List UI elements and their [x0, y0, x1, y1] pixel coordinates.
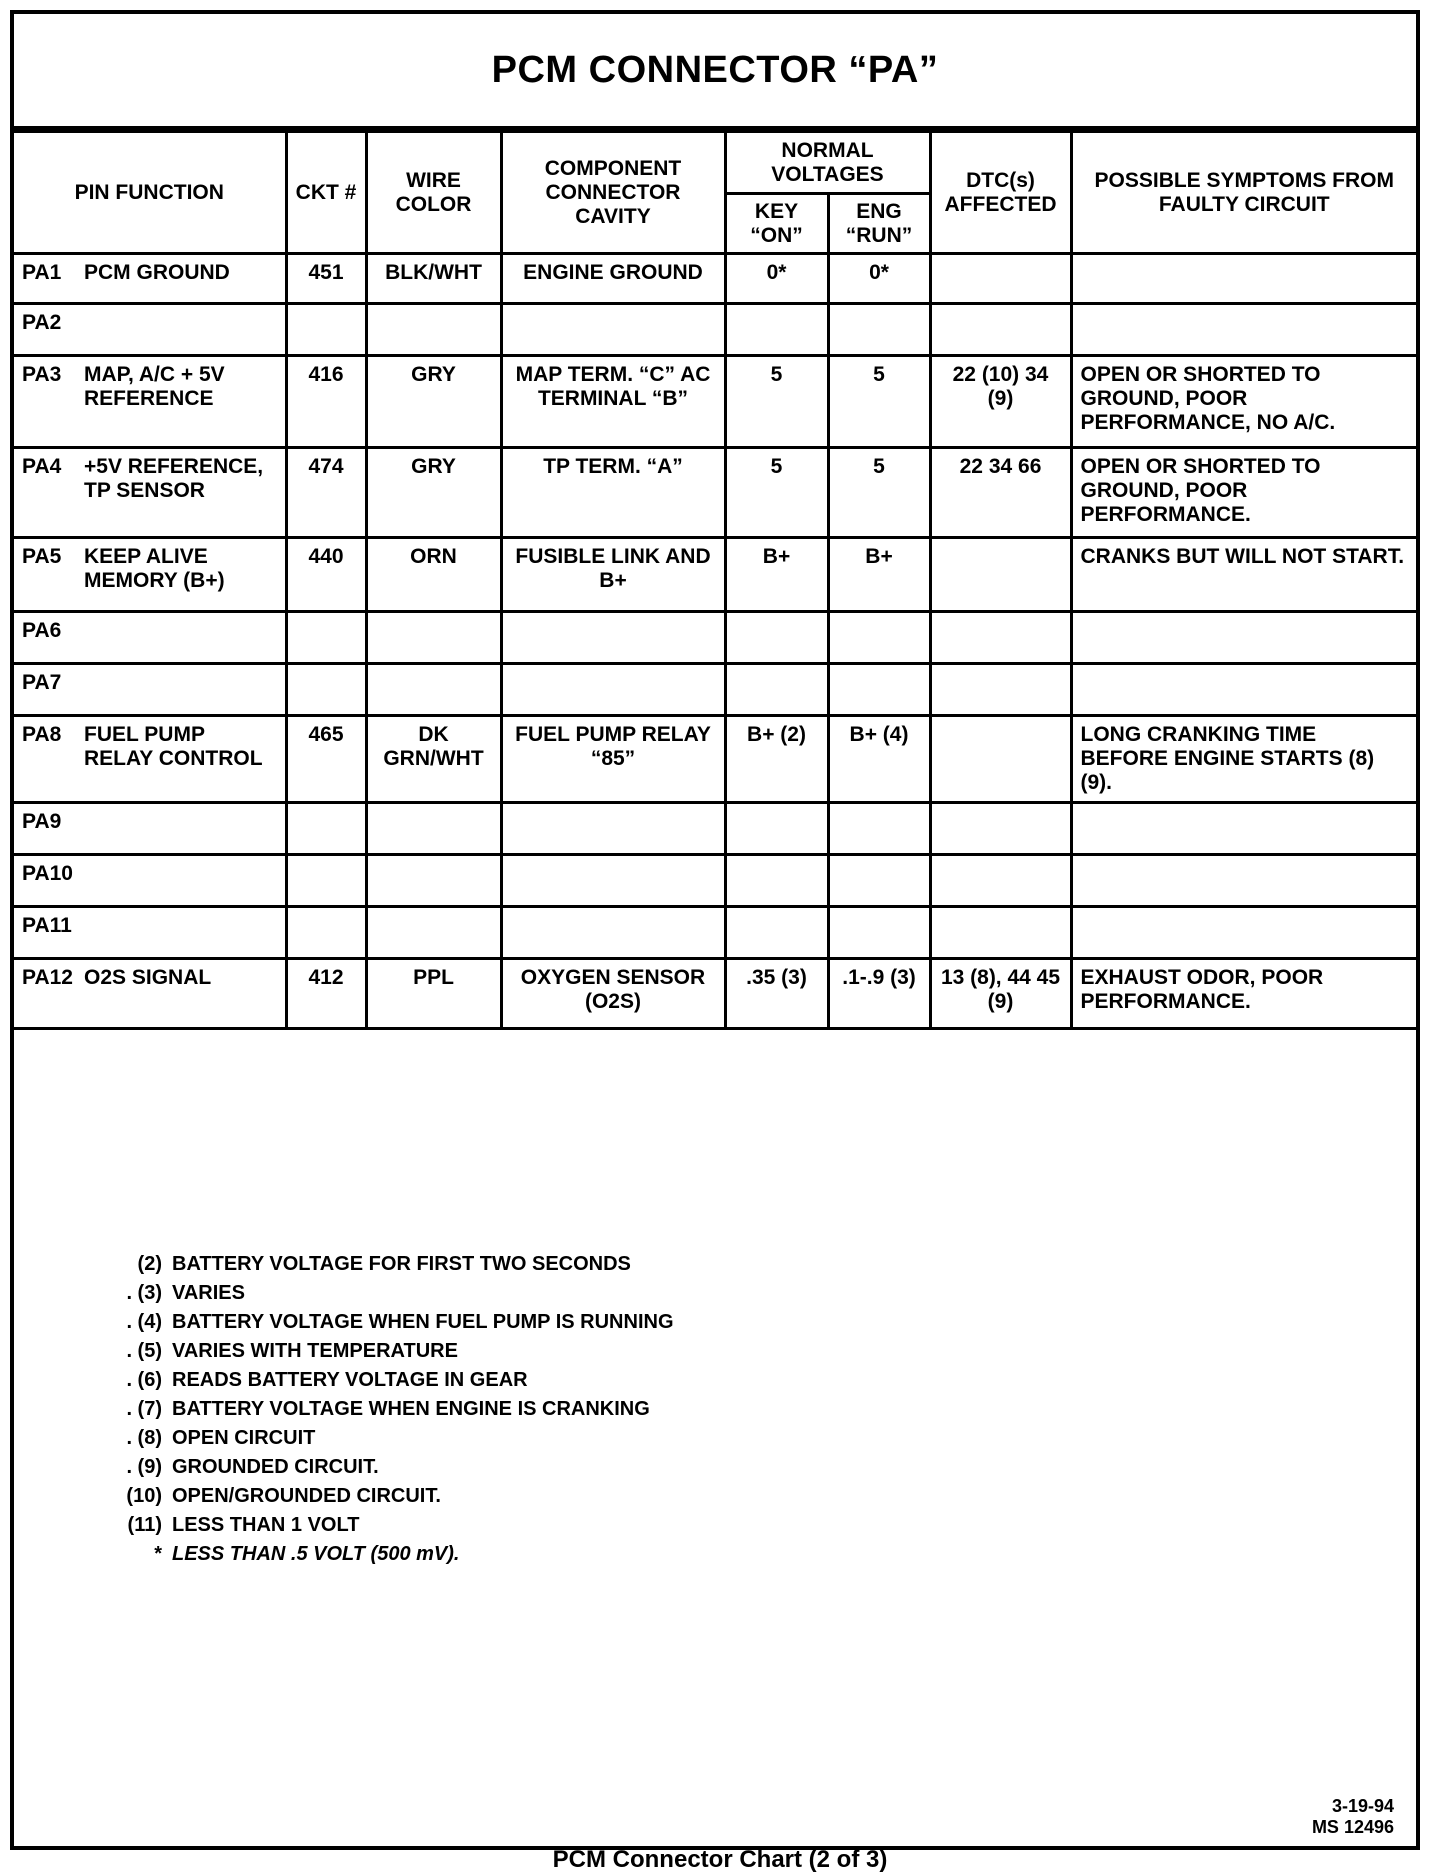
table-row	[14, 254, 1416, 304]
eng-run-voltage: B+ (4)	[828, 716, 930, 803]
key-on-voltage	[725, 907, 828, 959]
ckt-number: 474	[286, 448, 366, 538]
header-component-cavity: COMPONENT CONNECTOR CAVITY	[501, 132, 725, 254]
pin-id: PA4	[22, 455, 62, 478]
key-on-voltage	[725, 855, 828, 907]
key-on-voltage	[725, 803, 828, 855]
table-row	[14, 716, 1416, 803]
dtc-affected: 22 (10) 34 (9)	[930, 356, 1071, 448]
header-dtc-affected: DTC(s) AFFECTED	[930, 132, 1071, 254]
possible-symptoms	[1071, 254, 1416, 304]
possible-symptoms	[1071, 907, 1416, 959]
wire-color	[366, 664, 501, 716]
component-cavity: OXYGEN SENSOR (O2S)	[501, 959, 725, 1029]
key-on-voltage: 5	[725, 448, 828, 538]
footnote-text: VARIES WITH TEMPERATURE	[172, 1340, 458, 1362]
footnote-text: READS BATTERY VOLTAGE IN GEAR	[172, 1369, 528, 1391]
page-title: PCM CONNECTOR “PA”	[14, 14, 1416, 130]
key-on-voltage	[725, 664, 828, 716]
footnote-text: GROUNDED CIRCUIT.	[172, 1456, 379, 1478]
component-cavity: FUEL PUMP RELAY “85”	[501, 716, 725, 803]
ckt-number	[286, 664, 366, 716]
pin-cell	[14, 907, 286, 959]
key-on-voltage	[725, 612, 828, 664]
footnote-mark: . (9)	[126, 1456, 162, 1478]
footnote-item	[108, 1308, 674, 1337]
footnote-item	[108, 1279, 674, 1308]
footnote-item	[108, 1540, 674, 1569]
table-row	[14, 664, 1416, 716]
footnote-item	[108, 1453, 674, 1482]
ckt-number	[286, 304, 366, 356]
stamp-date: 3-19-94	[1331, 1796, 1394, 1816]
pin-id: PA10	[22, 862, 73, 885]
table-row	[14, 803, 1416, 855]
ckt-number	[286, 907, 366, 959]
wire-color	[366, 803, 501, 855]
pin-id: PA2	[22, 311, 62, 334]
wire-color: GRY	[366, 356, 501, 448]
pin-id: PA1	[22, 261, 62, 284]
pin-id: PA11	[22, 914, 72, 937]
possible-symptoms: OPEN OR SHORTED TO GROUND, POOR PERFORMANCE.	[1071, 448, 1416, 538]
eng-run-voltage: 5	[828, 356, 930, 448]
wire-color: PPL	[366, 959, 501, 1029]
footnote-text: BATTERY VOLTAGE WHEN ENGINE IS CRANKING	[172, 1398, 650, 1420]
footnote-mark: *	[154, 1543, 162, 1565]
ckt-number: 440	[286, 538, 366, 612]
wire-color: ORN	[366, 538, 501, 612]
pin-cell	[14, 716, 286, 803]
possible-symptoms: OPEN OR SHORTED TO GROUND, POOR PERFORMANCE, NO A/C.	[1071, 356, 1416, 448]
pin-table	[14, 130, 1416, 1030]
key-on-voltage: 0*	[725, 254, 828, 304]
connector-chart-sheet	[10, 10, 1420, 1850]
header-pin-function: PIN FUNCTION	[14, 132, 286, 254]
dtc-affected	[930, 254, 1071, 304]
pin-id: PA5	[22, 545, 62, 568]
footnote-mark: . (4)	[126, 1311, 162, 1333]
header-key-on: KEY “ON”	[725, 194, 828, 254]
table-row	[14, 959, 1416, 1029]
wire-color	[366, 304, 501, 356]
footnote-text: OPEN CIRCUIT	[172, 1427, 316, 1449]
ckt-number	[286, 612, 366, 664]
possible-symptoms	[1071, 664, 1416, 716]
table-row	[14, 538, 1416, 612]
footnote-item	[108, 1337, 674, 1366]
pin-cell	[14, 803, 286, 855]
eng-run-voltage	[828, 612, 930, 664]
pin-function: +5V REFERENCE, TP SENSOR	[84, 455, 264, 502]
header-possible-symptoms: POSSIBLE SYMPTOMS FROM FAULTY CIRCUIT	[1071, 132, 1416, 254]
footnote-text: BATTERY VOLTAGE FOR FIRST TWO SECONDS	[172, 1253, 631, 1275]
wire-color	[366, 907, 501, 959]
dtc-affected: 22 34 66	[930, 448, 1071, 538]
key-on-voltage	[725, 304, 828, 356]
header-wire-color: WIRE COLOR	[366, 132, 501, 254]
pin-id: PA7	[22, 671, 62, 694]
pin-cell	[14, 356, 286, 448]
pin-function: FUEL PUMP RELAY CONTROL	[84, 723, 263, 770]
footnote-item	[108, 1424, 674, 1453]
pin-cell	[14, 664, 286, 716]
key-on-voltage: B+ (2)	[725, 716, 828, 803]
possible-symptoms	[1071, 304, 1416, 356]
pin-cell	[14, 448, 286, 538]
dtc-affected	[930, 803, 1071, 855]
eng-run-voltage	[828, 664, 930, 716]
component-cavity	[501, 803, 725, 855]
header-eng-run: ENG “RUN”	[828, 194, 930, 254]
pin-function: MAP, A/C + 5V REFERENCE	[84, 363, 225, 410]
footnote-text: VARIES	[172, 1282, 245, 1304]
eng-run-voltage: .1-.9 (3)	[828, 959, 930, 1029]
footnote-item	[108, 1511, 674, 1540]
footnote-item	[108, 1250, 674, 1279]
ckt-number	[286, 855, 366, 907]
table-row	[14, 612, 1416, 664]
wire-color	[366, 855, 501, 907]
eng-run-voltage	[828, 907, 930, 959]
pin-cell	[14, 612, 286, 664]
dtc-affected: 13 (8), 44 45 (9)	[930, 959, 1071, 1029]
possible-symptoms: EXHAUST ODOR, POOR PERFORMANCE.	[1071, 959, 1416, 1029]
footnote-text: LESS THAN 1 VOLT	[172, 1514, 360, 1536]
possible-symptoms	[1071, 803, 1416, 855]
footnote-mark: . (6)	[126, 1369, 162, 1391]
footnote-item	[108, 1366, 674, 1395]
footnote-item	[108, 1482, 674, 1511]
dtc-affected	[930, 612, 1071, 664]
eng-run-voltage: 0*	[828, 254, 930, 304]
pin-id: PA12	[22, 966, 73, 989]
eng-run-voltage	[828, 803, 930, 855]
stamp-code: MS 12496	[1311, 1817, 1394, 1837]
footnotes	[108, 1250, 674, 1569]
table-row	[14, 907, 1416, 959]
ckt-number: 451	[286, 254, 366, 304]
key-on-voltage: .35 (3)	[725, 959, 828, 1029]
component-cavity: TP TERM. “A”	[501, 448, 725, 538]
pin-function: KEEP ALIVE MEMORY (B+)	[84, 545, 225, 592]
pin-cell	[14, 855, 286, 907]
footnote-text: BATTERY VOLTAGE WHEN FUEL PUMP IS RUNNING	[172, 1311, 674, 1333]
pin-function: PCM GROUND	[84, 261, 230, 284]
header-normal-voltages: NORMAL VOLTAGES	[725, 132, 930, 194]
footnote-mark: . (3)	[126, 1282, 162, 1304]
possible-symptoms	[1071, 612, 1416, 664]
dtc-affected	[930, 304, 1071, 356]
ckt-number: 416	[286, 356, 366, 448]
header-ckt: CKT #	[286, 132, 366, 254]
component-cavity	[501, 855, 725, 907]
component-cavity	[501, 612, 725, 664]
wire-color: BLK/WHT	[366, 254, 501, 304]
pin-cell	[14, 254, 286, 304]
footnote-text: LESS THAN .5 VOLT (500 mV).	[172, 1543, 460, 1565]
footnote-mark: (10)	[126, 1485, 162, 1507]
document-stamp	[1312, 1796, 1394, 1838]
key-on-voltage: 5	[725, 356, 828, 448]
ckt-number: 412	[286, 959, 366, 1029]
eng-run-voltage: 5	[828, 448, 930, 538]
table-row	[14, 448, 1416, 538]
possible-symptoms: CRANKS BUT WILL NOT START.	[1071, 538, 1416, 612]
figure-caption: PCM Connector Chart (2 of 3)	[552, 1846, 888, 1873]
footnote-text: OPEN/GROUNDED CIRCUIT.	[172, 1485, 441, 1507]
component-cavity: FUSIBLE LINK AND B+	[501, 538, 725, 612]
pin-cell	[14, 538, 286, 612]
wire-color	[366, 612, 501, 664]
eng-run-voltage: B+	[828, 538, 930, 612]
table-row	[14, 855, 1416, 907]
dtc-affected	[930, 716, 1071, 803]
footnote-mark: (11)	[127, 1514, 162, 1536]
footnote-mark: . (5)	[126, 1340, 162, 1362]
ckt-number: 465	[286, 716, 366, 803]
eng-run-voltage	[828, 304, 930, 356]
pin-id: PA3	[22, 363, 62, 386]
possible-symptoms	[1071, 855, 1416, 907]
ckt-number	[286, 803, 366, 855]
pin-function: O2S SIGNAL	[84, 966, 212, 989]
pin-cell	[14, 959, 286, 1029]
component-cavity	[501, 664, 725, 716]
table-row	[14, 356, 1416, 448]
eng-run-voltage	[828, 855, 930, 907]
footnote-mark: . (8)	[126, 1427, 162, 1449]
wire-color: GRY	[366, 448, 501, 538]
key-on-voltage: B+	[725, 538, 828, 612]
pin-cell	[14, 304, 286, 356]
wire-color: DK GRN/WHT	[366, 716, 501, 803]
component-cavity	[501, 304, 725, 356]
component-cavity: ENGINE GROUND	[501, 254, 725, 304]
table-row	[14, 304, 1416, 356]
component-cavity	[501, 907, 725, 959]
pin-id: PA8	[22, 723, 62, 746]
dtc-affected	[930, 664, 1071, 716]
footnote-mark: . (7)	[126, 1398, 162, 1420]
pin-id: PA9	[22, 810, 62, 833]
footnote-mark: (2)	[137, 1253, 162, 1275]
possible-symptoms: LONG CRANKING TIME BEFORE ENGINE STARTS (8) (9).	[1071, 716, 1416, 803]
pin-id: PA6	[22, 619, 62, 642]
component-cavity: MAP TERM. “C” AC TERMINAL “B”	[501, 356, 725, 448]
dtc-affected	[930, 907, 1071, 959]
dtc-affected	[930, 538, 1071, 612]
footnote-item	[108, 1395, 674, 1424]
dtc-affected	[930, 855, 1071, 907]
